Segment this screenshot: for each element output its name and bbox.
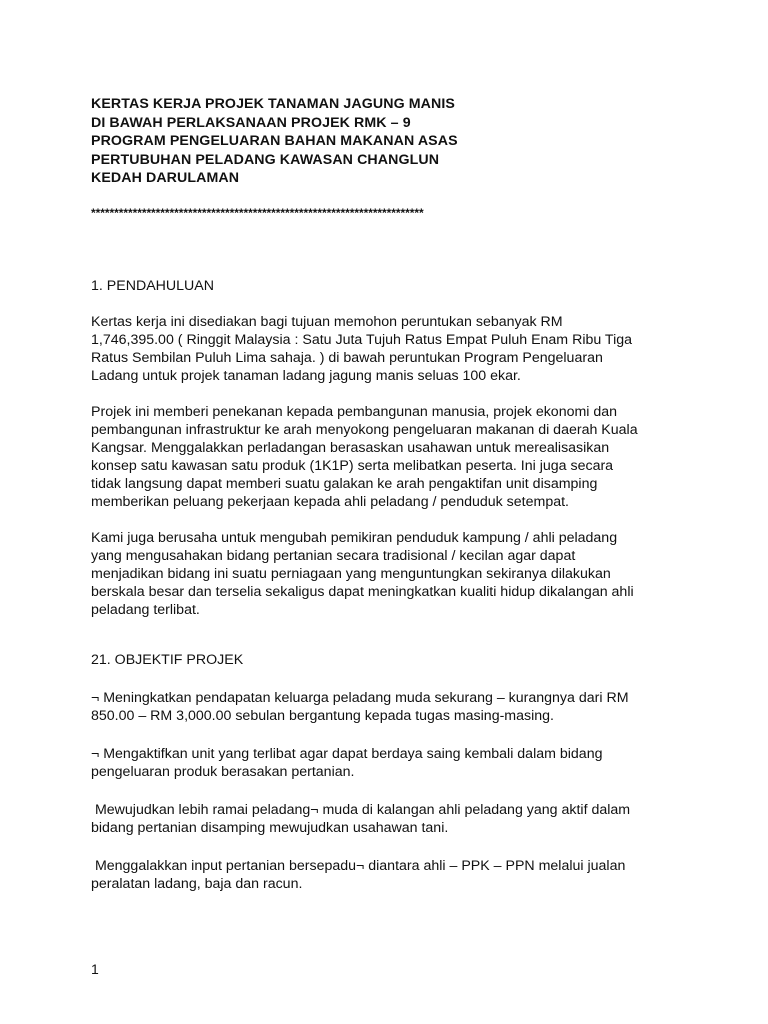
section-heading-pendahuluan: 1. PENDAHULUAN (91, 277, 214, 294)
text-line: bidang pertanian disamping mewujudkan usahawan tani. (91, 819, 449, 836)
text-line: Kangsar. Menggalakkan perladangan berasaskan usahawan untuk merealisasikan (91, 439, 610, 456)
text-line: pengeluaran produk berasakan pertanian. (91, 763, 355, 780)
text-line: Mewujudkan lebih ramai peladang¬ muda di kalangan ahli peladang yang aktif dalam (91, 801, 631, 818)
text-line: Kertas kerja ini disediakan bagi tujuan memohon peruntukan sebanyak RM (91, 313, 563, 330)
text-line: memberikan peluang pekerjaan kepada ahli peladang / penduduk setempat. (91, 493, 569, 510)
separator-line: ************************************************************************ (91, 205, 424, 220)
text-line: Kami juga berusaha untuk mengubah pemikiran penduduk kampung / ahli peladang (91, 529, 618, 546)
text-line: Menggalakkan input pertanian bersepadu¬ diantara ahli – PPK – PPN melalui jualan (91, 857, 626, 874)
text-line: 1,746,395.00 ( Ringgit Malaysia : Satu Juta Tujuh Ratus Empat Puluh Enam Ribu Tiga (91, 331, 633, 348)
text-line: yang mengusahakan bidang pertanian secara tradisional / kecilan agar dapat (91, 547, 576, 564)
text-line: Projek ini memberi penekanan kepada pembangunan manusia, projek ekonomi dan (91, 403, 618, 420)
bullet-item (91, 745, 691, 781)
title-line: PROGRAM PENGELUARAN BAHAN MAKANAN ASAS (91, 133, 458, 149)
text-line: ¬ Mengaktifkan unit yang terlibat agar dapat berdaya saing kembali dalam bidang (91, 745, 603, 762)
text-line: ¬ Meningkatkan pendapatan keluarga peladang muda sekurang – kurangnya dari RM (91, 689, 629, 706)
text-line: konsep satu kawasan satu produk (1K1P) serta melibatkan peserta. Ini juga secara (91, 457, 614, 474)
text-line: berskala besar dan terselia sekaligus dapat meningkatkan kualiti hidup dikalangan ahli (91, 583, 634, 600)
title-line: KEDAH DARULAMAN (91, 170, 240, 186)
text-line: Ratus Sembilan Puluh Lima sahaja. ) di bawah peruntukan Program Pengeluaran (91, 349, 603, 366)
text-line: peralatan ladang, baja dan racun. (91, 875, 303, 892)
text-line: menjadikan bidang ini suatu perniagaan yang menguntungkan sekiranya dilakukan (91, 565, 611, 582)
document-content (91, 95, 691, 893)
paragraph (91, 313, 691, 385)
paragraph (91, 529, 691, 619)
title-line: DI BAWAH PERLAKSANAAN PROJEK RMK – 9 (91, 114, 411, 131)
text-line: peladang terlibat. (91, 601, 200, 618)
bullet-item (91, 801, 691, 837)
title-line: PERTUBUHAN PELADANG KAWASAN CHANGLUN (91, 151, 440, 168)
text-line: tidak langsung dapat memberi suatu galakan ke arah pengaktifan unit disamping (91, 475, 598, 492)
section-heading-objektif: 21. OBJEKTIF PROJEK (91, 651, 244, 668)
text-line: 850.00 – RM 3,000.00 sebulan bergantung kepada tugas masing-masing. (91, 707, 554, 724)
bullet-item (91, 689, 691, 725)
text-line: pembangunan infrastruktur ke arah menyokong pengeluaran makanan di daerah Kuala (91, 421, 638, 438)
page-number: 1 (91, 961, 99, 977)
document-title (91, 95, 691, 188)
bullet-item (91, 857, 691, 893)
title-line: KERTAS KERJA PROJEK TANAMAN JAGUNG MANIS (91, 96, 455, 112)
text-line: Ladang untuk projek tanaman ladang jagung manis seluas 100 ekar. (91, 367, 521, 384)
paragraph (91, 403, 691, 511)
